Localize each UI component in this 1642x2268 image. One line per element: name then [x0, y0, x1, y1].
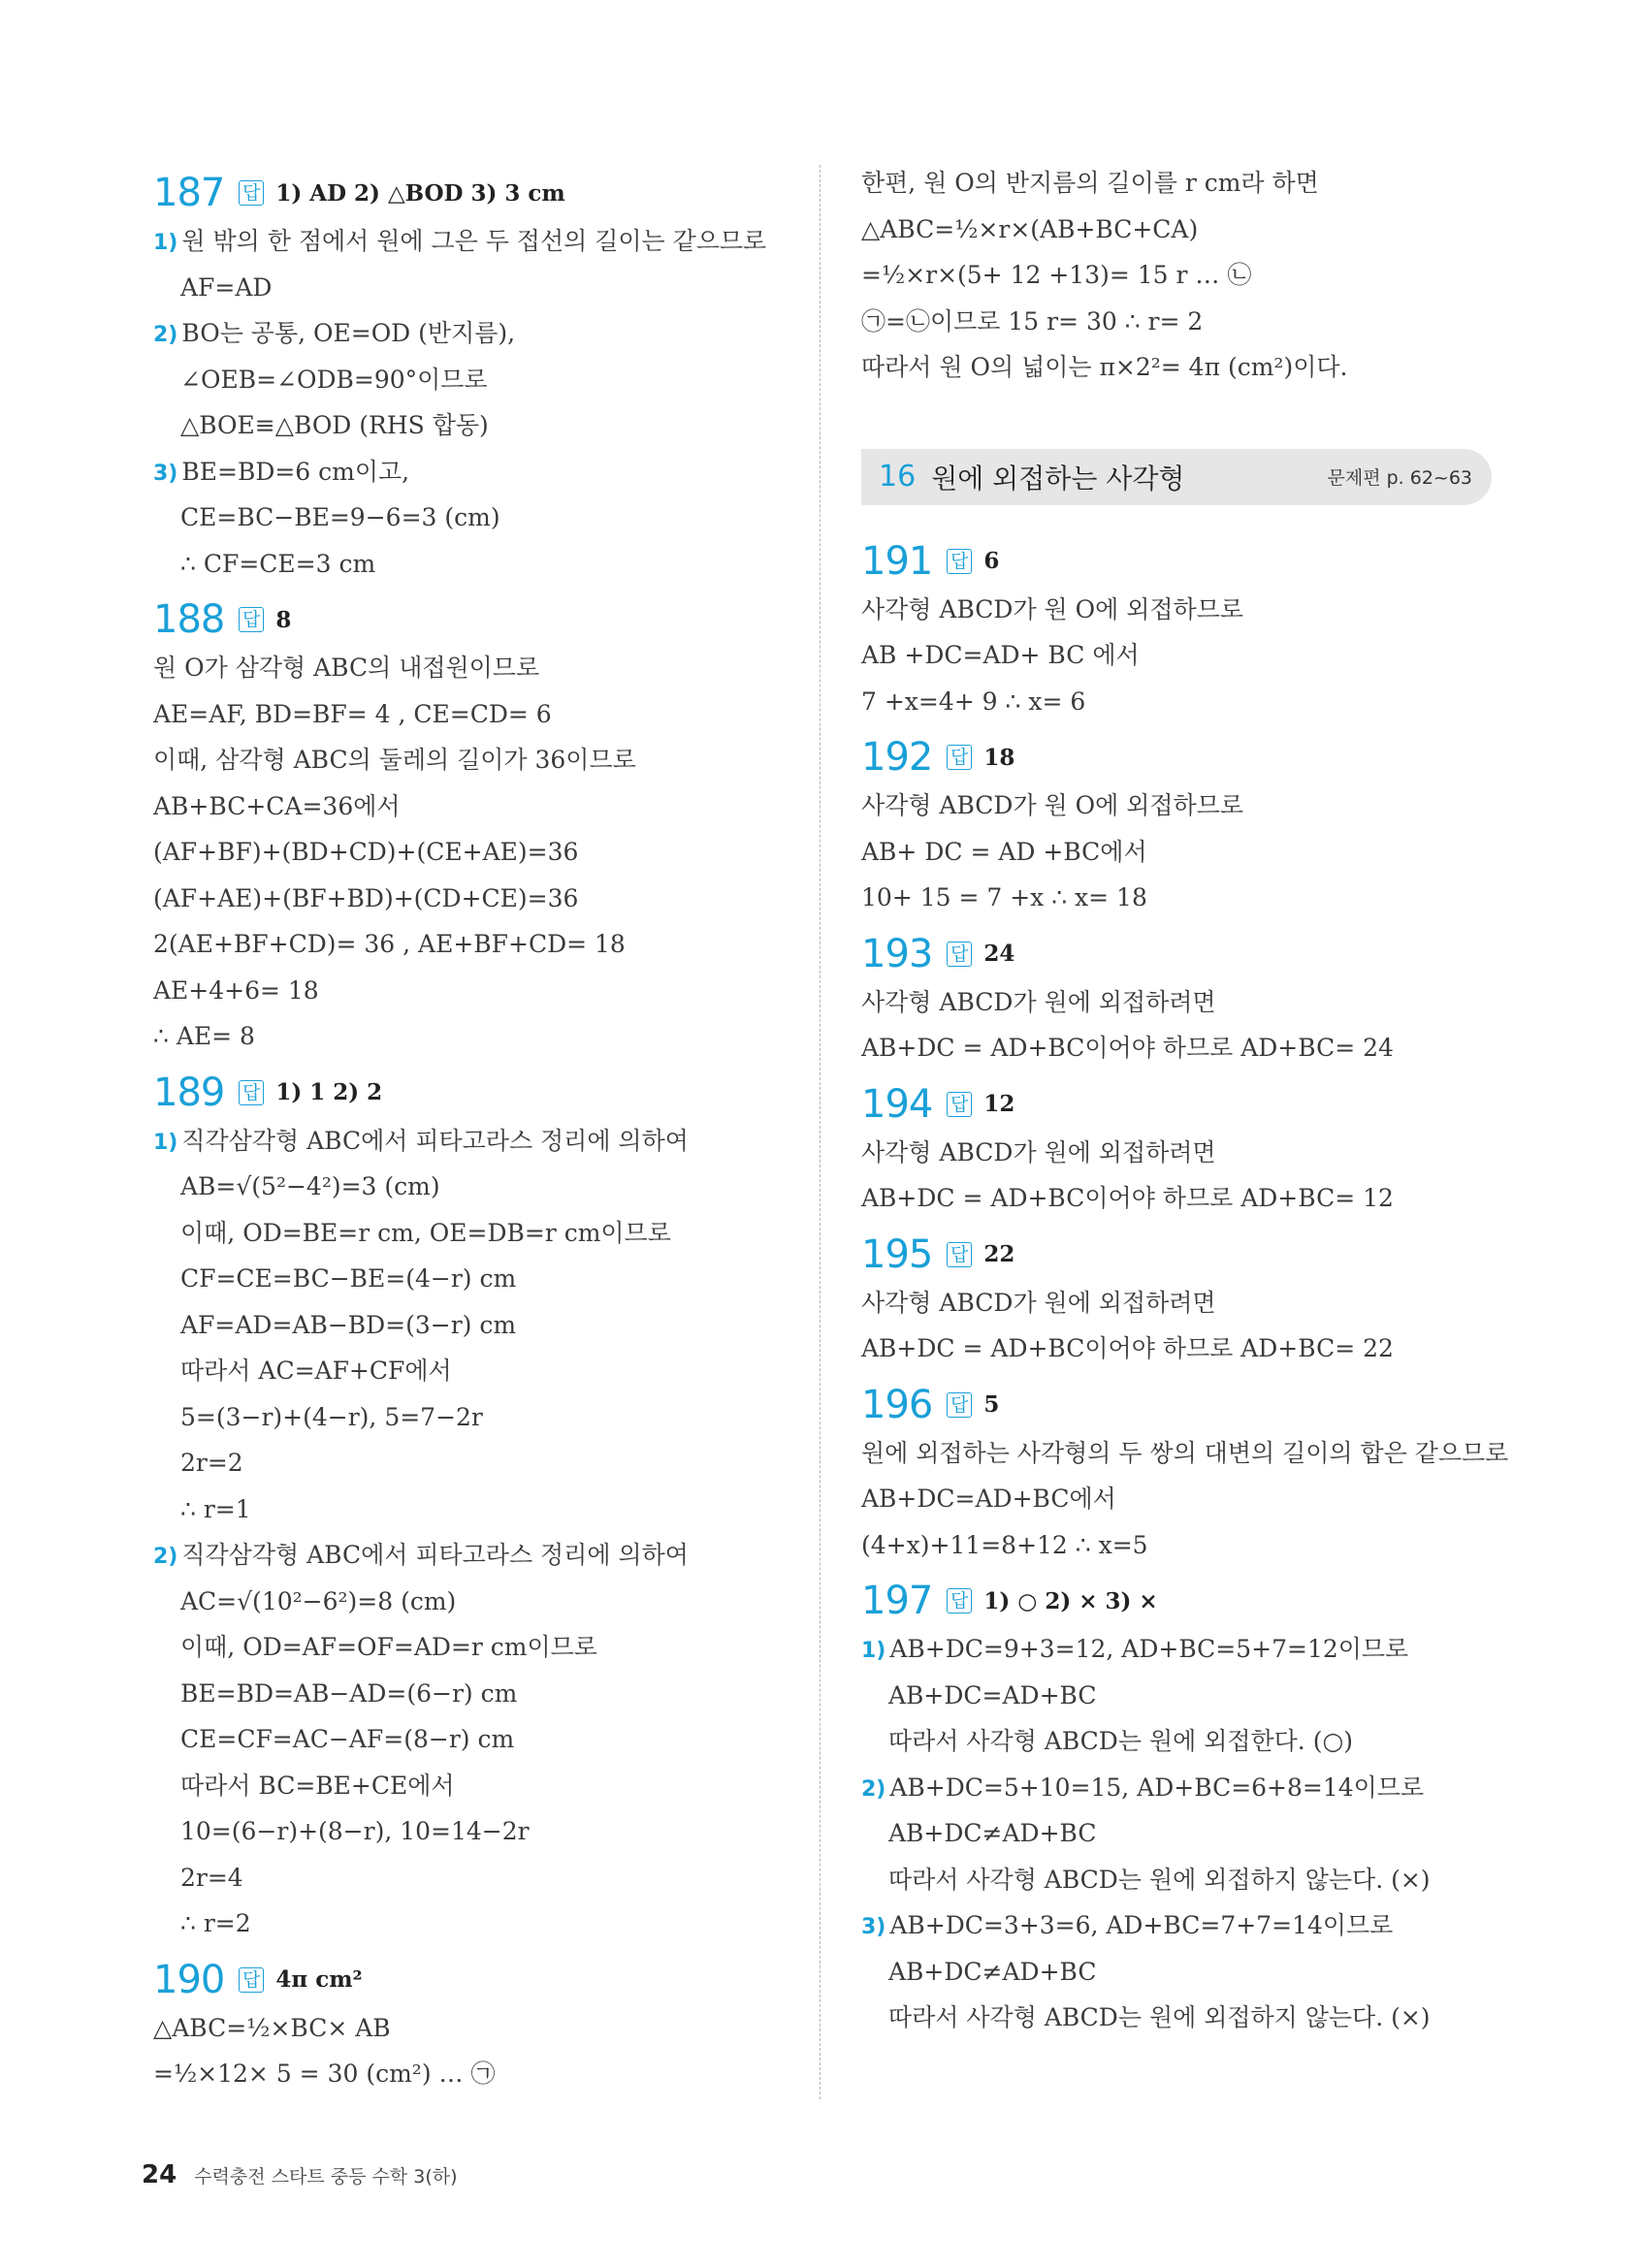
solution-text: AB +DC=AD+ BC 에서 — [861, 641, 1140, 669]
solution-line — [861, 1949, 1492, 1996]
problem-number: 195 — [861, 1231, 933, 1277]
solution-text: 5=(3−r)+(4−r), 5=7−2r — [180, 1402, 483, 1431]
problem-number: 189 — [153, 1070, 225, 1115]
solution-text: 이때, OD=BE=r cm, OE=DB=r cm이므로 — [180, 1218, 671, 1247]
solution-text: 따라서 사각형 ABCD는 원에 외접한다. (○) — [888, 1727, 1354, 1755]
answer-text: 6 — [983, 548, 1000, 574]
solution-text: 이때, OD=AF=OF=AD=r cm이므로 — [180, 1633, 597, 1661]
sub-question-marker: 2) — [153, 1545, 178, 1569]
problem-header — [861, 1230, 1492, 1280]
solution-text: △ABC=½×r×(AB+BC+CA) — [861, 214, 1199, 243]
solution-line — [153, 1256, 813, 1302]
solution-text: AC=√(10²−6²)=8 (cm) — [180, 1586, 457, 1615]
answer-tag: 답 — [239, 180, 264, 206]
solution-line — [153, 691, 813, 738]
solution-text: △BOE≡△BOD (RHS 합동) — [180, 411, 489, 439]
solution-line — [861, 344, 1492, 391]
solution-text: 사각형 ABCD가 원에 외접하려면 — [861, 1288, 1216, 1317]
solution-text: =½×12× 5 = 30 (cm²) … ㉠ — [153, 2060, 496, 2088]
solution-line — [153, 1164, 813, 1210]
problem-header — [153, 168, 813, 218]
problem-number: 193 — [861, 931, 933, 976]
problem-header — [861, 1079, 1492, 1130]
answer-text: 1) 1 2) 2 — [275, 1079, 383, 1105]
solution-line — [861, 1765, 1492, 1811]
problem-header — [861, 1576, 1492, 1626]
section-header — [861, 449, 1492, 505]
answer-text: 5 — [983, 1391, 1000, 1418]
solution-text: ∴ r=1 — [180, 1494, 251, 1523]
section-number: 16 — [879, 460, 917, 494]
solution-text: AE+4+6= 18 — [153, 975, 319, 1005]
solution-line — [153, 265, 813, 311]
section-page-ref: 문제편 p. 62~63 — [1327, 467, 1472, 489]
solution-line — [153, 1118, 813, 1165]
solution-text: AB+DC = AD+BC이어야 하므로 AD+BC= 12 — [861, 1184, 1394, 1212]
answer-tag: 답 — [947, 1588, 972, 1613]
problem-header — [153, 1955, 813, 2005]
solution-text: 원 밖의 한 점에서 원에 그은 두 접선의 길이는 같으므로 — [181, 227, 767, 255]
solution-line — [861, 1522, 1492, 1569]
solution-line — [861, 829, 1492, 876]
solution-text: AB+DC = AD+BC이어야 하므로 AD+BC= 24 — [861, 1034, 1394, 1062]
solution-text: 따라서 BC=BE+CE에서 — [180, 1771, 455, 1800]
solution-line — [861, 1626, 1492, 1673]
solution-line — [861, 1430, 1509, 1477]
solution-text: AB+DC=3+3=6, AD+BC=7+7=14이므로 — [889, 1911, 1394, 1939]
solution-text: CE=CF=AC−AF=(8−r) cm — [180, 1725, 515, 1753]
answer-tag: 답 — [947, 1092, 972, 1117]
solution-text: 따라서 사각형 ABCD는 원에 외접하지 않는다. (×) — [888, 1865, 1431, 1894]
solution-line — [153, 783, 813, 830]
solution-text: (AF+AE)+(BF+BD)+(CD+CE)=36 — [153, 883, 579, 912]
solution-line — [153, 1808, 813, 1855]
solution-text: AF=AD — [180, 272, 273, 302]
solution-text: AB+DC=9+3=12, AD+BC=5+7=12이므로 — [889, 1635, 1409, 1663]
sub-question-marker: 1) — [153, 231, 178, 255]
solution-text: AB+DC≠AD+BC — [888, 1819, 1097, 1847]
solution-text: AF=AD=AB−BD=(3−r) cm — [180, 1310, 517, 1339]
solution-text: CF=CE=BC−BE=(4−r) cm — [180, 1264, 517, 1293]
solution-text: △ABC=½×BC× AB — [153, 2013, 391, 2042]
sub-question-marker: 1) — [153, 1130, 178, 1155]
problem-header — [153, 594, 813, 645]
solution-text: 직각삼각형 ABC에서 피타고라스 정리에 의하여 — [181, 1126, 689, 1155]
answer-text: 18 — [983, 744, 1015, 771]
answer-tag: 답 — [947, 549, 972, 574]
solution-line — [153, 1013, 813, 1060]
solution-text: 따라서 AC=AF+CF에서 — [180, 1357, 452, 1385]
answer-tag: 답 — [947, 1392, 972, 1418]
solution-line — [861, 207, 1492, 253]
solution-line — [861, 1902, 1492, 1949]
sub-question-marker: 2) — [861, 1776, 886, 1802]
solution-line — [153, 876, 813, 922]
book-title: 수력충전 스타트 중등 수학 3(하) — [194, 2166, 458, 2188]
solution-text: 한편, 원 O의 반지름의 길이를 r cm라 하면 — [861, 169, 1319, 197]
solution-line — [153, 449, 813, 495]
solution-line — [861, 632, 1492, 679]
problem-number: 194 — [861, 1081, 933, 1127]
problem-number: 196 — [861, 1382, 933, 1427]
solution-190-continued — [861, 160, 1492, 391]
problem-header — [153, 1068, 813, 1118]
problem-number: 197 — [861, 1579, 933, 1623]
solutions-191-197 — [861, 536, 1509, 2041]
problem-number: 188 — [153, 597, 225, 642]
section-title: 원에 외접하는 사각형 — [931, 462, 1185, 495]
solution-text: 사각형 ABCD가 원에 외접하려면 — [861, 1137, 1216, 1166]
solution-line — [153, 1855, 813, 1901]
problem-number: 187 — [153, 171, 225, 215]
solution-line — [861, 1995, 1492, 2041]
solution-line — [153, 541, 813, 588]
solution-line — [861, 783, 1492, 829]
solution-text: 따라서 원 O의 넓이는 π×2²= 4π (cm²)이다. — [861, 353, 1348, 381]
solution-line — [861, 1476, 1492, 1522]
solution-line — [153, 1440, 813, 1486]
problem-number: 192 — [861, 735, 933, 780]
answer-tag: 답 — [239, 1967, 264, 1993]
solution-line — [153, 1486, 813, 1533]
solution-text: AB+ DC = AD +BC에서 — [861, 837, 1147, 866]
solution-line — [153, 1210, 813, 1257]
answer-text: 1) AD 2) △BOD 3) 3 cm — [275, 179, 565, 207]
solution-line — [153, 1901, 813, 1947]
solution-line — [861, 1025, 1492, 1071]
solution-text: 사각형 ABCD가 원 O에 외접하므로 — [861, 791, 1243, 819]
solution-text: (4+x)+11=8+12 ∴ x=5 — [861, 1530, 1148, 1559]
solution-text: AE=AF, BD=BF= 4 , CE=CD= 6 — [153, 699, 552, 728]
solution-text: 7 +x=4+ 9 ∴ x= 6 — [861, 687, 1086, 716]
solution-line — [861, 587, 1492, 633]
solution-text: 이때, 삼각형 ABC의 둘레의 길이가 36이므로 — [153, 746, 636, 774]
sub-question-marker: 1) — [861, 1639, 886, 1663]
problem-number: 190 — [153, 1957, 225, 2002]
column-divider — [820, 165, 821, 2099]
solution-line — [861, 1673, 1492, 1719]
solution-line — [861, 979, 1492, 1026]
solution-line — [153, 829, 813, 876]
solution-text: 10+ 15 = 7 +x ∴ x= 18 — [861, 883, 1147, 911]
solution-text: 사각형 ABCD가 원 O에 외접하므로 — [861, 594, 1243, 623]
answer-text: 4π cm² — [275, 1966, 363, 1993]
answer-tag: 답 — [947, 942, 972, 967]
solution-line — [153, 1302, 813, 1349]
answer-text: 22 — [983, 1241, 1015, 1267]
solution-line — [153, 2051, 813, 2097]
solution-line — [153, 1671, 813, 1717]
solution-text: BO는 공통, OE=OD (반지름), — [181, 319, 516, 347]
solution-text: 2r=2 — [180, 1449, 243, 1477]
answer-text: 12 — [983, 1091, 1015, 1117]
solution-line — [861, 1857, 1492, 1903]
solution-line — [153, 1348, 813, 1394]
solution-text: ∠OEB=∠ODB=90°이므로 — [180, 365, 488, 394]
solution-line — [861, 252, 1492, 299]
solution-text: 따라서 사각형 ABCD는 원에 외접하지 않는다. (×) — [888, 2003, 1431, 2031]
solution-text: ∴ r=2 — [180, 1909, 251, 1937]
solution-text: 2(AE+BF+CD)= 36 , AE+BF+CD= 18 — [153, 930, 626, 958]
solution-line — [153, 645, 813, 691]
solution-line — [153, 1624, 813, 1671]
answer-tag: 답 — [947, 1242, 972, 1267]
solution-text: AB+DC=5+10=15, AD+BC=6+8=14이므로 — [889, 1773, 1425, 1802]
problem-header — [861, 732, 1492, 783]
solution-text: AB+DC=AD+BC에서 — [861, 1485, 1116, 1513]
left-column — [153, 160, 813, 2097]
problem-header — [861, 929, 1492, 979]
solution-text: ㉠=㉡이므로 15 r= 30 ∴ r= 2 — [861, 306, 1204, 335]
solution-text: 10=(6−r)+(8−r), 10=14−2r — [180, 1817, 530, 1845]
page-footer — [142, 2160, 458, 2189]
solution-line — [861, 875, 1492, 921]
solution-line — [153, 1763, 813, 1809]
solution-line — [861, 1130, 1492, 1176]
right-column — [861, 160, 1509, 2041]
answer-tag: 답 — [947, 745, 972, 770]
solution-line — [153, 1394, 813, 1441]
solution-text: 원 O가 삼각형 ABC의 내접원이므로 — [153, 654, 540, 682]
solution-text: (AF+BF)+(BD+CD)+(CE+AE)=36 — [153, 838, 579, 866]
solution-line — [153, 1532, 813, 1579]
solution-text: AB+DC=AD+BC — [888, 1680, 1097, 1709]
solution-line — [861, 160, 1492, 207]
answer-text: 8 — [275, 606, 292, 633]
answer-text: 24 — [983, 941, 1015, 967]
solution-line — [153, 921, 813, 968]
solution-line — [861, 1718, 1492, 1765]
solution-text: AB=√(5²−4²)=3 (cm) — [180, 1172, 440, 1200]
solution-line — [861, 1326, 1492, 1372]
sub-question-marker: 3) — [861, 1915, 886, 1939]
solution-line — [153, 310, 813, 357]
solution-text: AB+DC≠AD+BC — [888, 1957, 1097, 1986]
page-number: 24 — [142, 2160, 177, 2189]
solution-line — [861, 1810, 1492, 1857]
answer-text: 1) ○ 2) × 3) × — [983, 1587, 1158, 1614]
solution-line — [153, 402, 813, 449]
solution-line — [861, 1175, 1492, 1222]
solution-line — [153, 737, 813, 783]
problem-header — [861, 536, 1492, 587]
solution-line — [153, 968, 813, 1014]
answer-tag: 답 — [239, 1080, 264, 1105]
sub-question-marker: 2) — [153, 323, 178, 347]
solution-line — [153, 1579, 813, 1625]
solution-line — [153, 495, 813, 541]
solution-line — [153, 357, 813, 403]
solution-text: 2r=4 — [180, 1863, 243, 1892]
solution-text: 직각삼각형 ABC에서 피타고라스 정리에 의하여 — [181, 1541, 689, 1569]
solution-text: ∴ AE= 8 — [153, 1022, 255, 1050]
solution-text: AB+DC = AD+BC이어야 하므로 AD+BC= 22 — [861, 1334, 1394, 1362]
solution-line — [153, 218, 813, 265]
solution-text: CE=BC−BE=9−6=3 (cm) — [180, 503, 500, 531]
solution-text: BE=BD=AB−AD=(6−r) cm — [180, 1678, 518, 1708]
solution-text: ∴ CF=CE=3 cm — [180, 549, 376, 578]
solution-line — [861, 1280, 1492, 1326]
answer-tag: 답 — [239, 607, 264, 632]
solution-line — [153, 2005, 813, 2052]
solution-text: =½×r×(5+ 12 +13)= 15 r … ㉡ — [861, 261, 1252, 289]
solution-line — [861, 679, 1492, 725]
solution-text: 원에 외접하는 사각형의 두 쌍의 대변의 길이의 합은 같으므로 — [861, 1438, 1509, 1467]
sub-question-marker: 3) — [153, 461, 178, 486]
solution-line — [861, 299, 1492, 345]
solution-text: 사각형 ABCD가 원에 외접하려면 — [861, 987, 1216, 1016]
solution-line — [153, 1716, 813, 1763]
solution-text: AB+BC+CA=36에서 — [153, 791, 401, 820]
solution-text: BE=BD=6 cm이고, — [181, 457, 410, 486]
problem-number: 191 — [861, 538, 933, 584]
problem-header — [861, 1380, 1492, 1430]
